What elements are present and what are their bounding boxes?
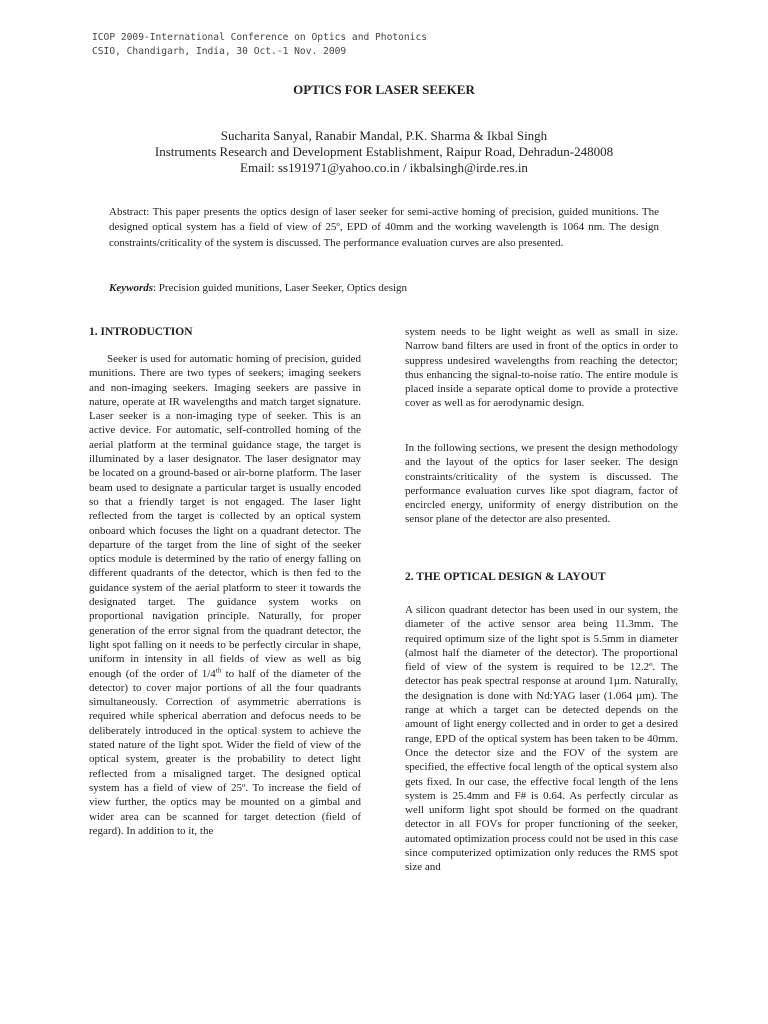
intro-paragraph-part-b: to half of the diameter of the detector) to cover major portions of all the four quadrants simultaneously. Correction of asymmetric aberrations is required while spherical aberration and defocus needs to be deliberately introduced in the optical system to achieve the stated nature of the light spot. Wider the field of view of the optical system, greater is the probability to detect light reflected from a misaligned target. The designed optical system has a field of view of 25º. To increase the field of view further, the optics may be mounted on a gimbal and wider area can be scanned for target detection (field of regard). In addition to it, the (89, 667, 361, 837)
intro-column-right-p2 (405, 441, 678, 527)
keywords-text: : Precision guided munitions, Laser Seeker, Optics design (153, 282, 408, 294)
intro-paragraph-superscript: th (215, 665, 222, 674)
keywords-label: Keywords (109, 282, 153, 294)
section-heading-optical-design: 2. THE OPTICAL DESIGN & LAYOUT (405, 571, 606, 583)
conference-header-line1: ICOP 2009-International Conference on Optics and Photonics (92, 32, 428, 43)
conference-header-line2: CSIO, Chandigarh, India, 30 Oct.-1 Nov. 2009 (92, 46, 347, 57)
email: Email: ss191971@yahoo.co.in / ikbalsingh@irde.res.in (240, 160, 528, 175)
authors: Sucharita Sanyal, Ranabir Mandal, P.K. Sharma & Ikbal Singh (220, 128, 548, 143)
design-column-right (405, 603, 678, 875)
intro-right-paragraph-1: system needs to be light weight as well as small in size. Narrow band filters are used in front of the optics in order to suppress undesired wavelengths from reaching the detector; thus enhancing the signal-to-noise ratio. The entire module is placed inside a separate optical dome to provide a protective cover as well as for aerodynamic design. (405, 326, 678, 410)
intro-paragraph-part-a: Seeker is used for automatic homing of precision, guided munitions. There are two types of seekers; imaging seekers and non-imaging seekers. Imaging seekers are passive in nature, operate at IR wavelengths and match target signature. Laser seeker is a non-imaging type of seeker. This is an active device. For automatic, self-controlled homing of the aerial platform at the terminal guidance stage, the target is illuminated by a laser designator. The laser designator may be located on a ground-based or air-borne platform. The laser beam used to designate a particular target is usually encoded so that a friendly target is not engaged. The laser light reflected from the target is collected by an optical system onboard which focuses the light on a quadrant detector. The departure of the target from the line of sight of the seeker optics module is determined by the ratio of energy falling on different quadrants of the detector, which is then fed to the guidance system of the aerial platform to steer it towards the designated target. The guidance system works on proportional navigation principle. Naturally, for proper generation of the error signal from the quadrant detector, the light spot falling on it needs to be perfectly circular in shape, uniform in intensity in all fields of view as well as big enough (of the order of 1/4 (89, 353, 361, 680)
abstract: Abstract: This paper presents the optics design of laser seeker for semi-active homing of precision, guided munitions. The designed optical system has a field of view of 25º, EPD of 40mm and the working wavelength is 1064 nm. The design constraints/criticality of the system is discussed. The performance evaluation curves are also presented. (109, 206, 659, 249)
paper-title: OPTICS FOR LASER SEEKER (293, 82, 475, 97)
design-paragraph-1: A silicon quadrant detector has been used in our system, the diameter of the active sensor area being 11.3mm. The required optimum size of the light spot is 5.5mm in diameter (almost half the diameter of the detector). The proportional field of view of the system is required to be 12.2º. The detector has peak spectral response at around 1µm. Naturally, the designation is done with Nd:YAG laser (1.064 µm). The range at which a target can be detected depends on the amount of light energy collected and in order to get a desired range, EPD of the optical system has been taken to be 40mm. Once the detector size and the FOV of the system are specified, the effective focal length of the optical system also gets fixed. In our case, the effective focal length of the lens system is 25.4mm and F# is 0.64. As perfectly circular as well uniform light spot should be formed on the quadrant detector in all FOVs for proper functioning of the seeker, automated optimization process could not be used in this case since computerized optimization only reduces the RMS spot size and (405, 604, 678, 874)
intro-paragraph (89, 352, 361, 838)
intro-column-right-p1 (405, 325, 678, 411)
affiliation: Instruments Research and Development Establishment, Raipur Road, Dehradun-248008 (154, 144, 614, 159)
keywords (109, 281, 669, 296)
intro-column-left (89, 352, 361, 838)
section-heading-introduction: 1. INTRODUCTION (89, 326, 193, 338)
intro-right-paragraph-2: In the following sections, we present the design methodology and the layout of the optics for laser seeker. The design constraints/criticality of the system is discussed. The performance evaluation curves like spot diagram, factor of encircled energy, uniformity of energy distribution on the sensor plane of the detector are also presented. (405, 442, 678, 526)
